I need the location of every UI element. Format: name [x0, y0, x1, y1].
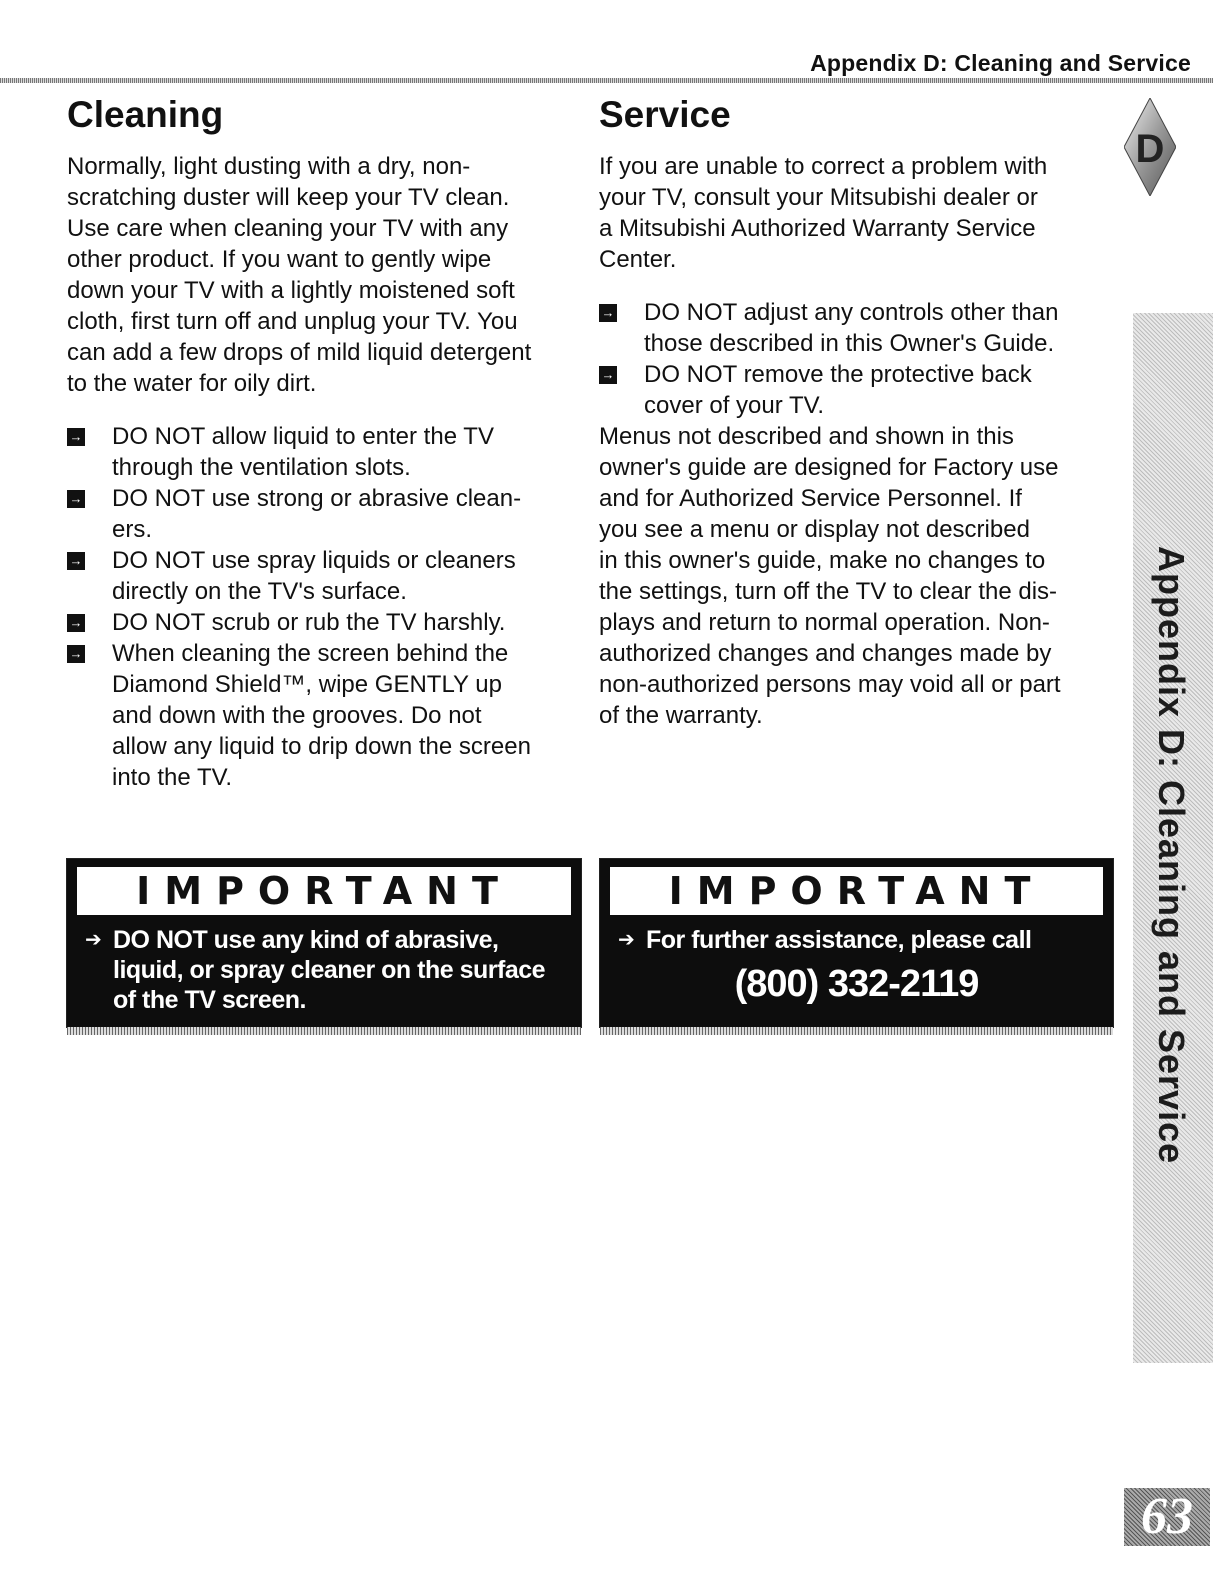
important-body	[600, 915, 1113, 955]
list-item	[67, 483, 567, 545]
bullet-text: DO NOT adjust any controls other than those described in this Owner's Guide.	[644, 299, 1059, 357]
list-item	[67, 638, 567, 793]
important-box-cleaning	[66, 858, 582, 1028]
important-box-service	[599, 858, 1114, 1028]
important-text: For further assistance, please call	[646, 926, 1032, 954]
side-tab-label: Appendix D: Cleaning and Service	[1151, 546, 1192, 1165]
bullet-text: DO NOT remove the protective back cover of your TV.	[644, 361, 1032, 419]
page-number: 63	[1124, 1488, 1210, 1546]
bullet-text: DO NOT allow liquid to enter the TV through the ventilation slots.	[112, 423, 494, 481]
header-rule	[0, 78, 1213, 83]
cleaning-heading: Cleaning	[67, 94, 224, 135]
list-item	[67, 421, 567, 483]
service-section	[599, 93, 1099, 731]
list-item	[599, 359, 1099, 421]
list-item	[67, 607, 567, 638]
arrow-right-icon: ➔	[618, 929, 635, 951]
list-item	[67, 545, 567, 607]
chapter-letter: D	[1135, 127, 1165, 171]
important-heading: IMPORTANT	[77, 867, 571, 915]
service-heading: Service	[599, 94, 731, 135]
important-heading: IMPORTANT	[610, 867, 1103, 915]
arrow-box-icon: →	[599, 366, 617, 384]
cleaning-section	[67, 93, 567, 793]
important-line	[83, 925, 567, 1015]
arrow-box-icon: →	[67, 552, 85, 570]
cleaning-bullet-list	[67, 421, 567, 793]
bullet-text: DO NOT scrub or rub the TV harshly.	[112, 609, 506, 636]
service-paragraph-1: If you are unable to correct a problem with your TV, consult your Mitsubishi dealer or a Mitsubishi Authorized Warranty Service Center.	[599, 153, 1048, 273]
service-bullet-list	[599, 297, 1099, 421]
running-header: Appendix D: Cleaning and Service	[810, 50, 1191, 76]
chapter-d-badge-icon	[1124, 98, 1176, 196]
bullet-text: When cleaning the screen behind the Diamond Shield™, wipe GENTLY up and down with the grooves. Do not allow any liquid to drip down the screen into the TV.	[112, 640, 531, 791]
service-phone-number: (800) 332-2119	[734, 963, 979, 1005]
service-paragraph-2: Menus not described and shown in this owner's guide are designed for Factory use and for Authorized Service Personnel. If you see a menu or display not described in this owner's guide, make no changes to the settings, turn off the TV to clear the dis- plays and return to normal operation. Non- authorized changes and changes made by non-authorized persons may void all or part of the warranty.	[599, 423, 1061, 729]
arrow-box-icon: →	[67, 614, 85, 632]
arrow-right-icon: ➔	[85, 929, 102, 951]
important-line	[616, 925, 1099, 955]
cleaning-paragraph: Normally, light dusting with a dry, non- scratching duster will keep your TV clean. Use care when cleaning your TV with any other product. If you want to gently wipe down your TV with a lightly moistened soft cloth, first turn off and unplug your TV. You can add a few drops of mild liquid detergent to the water for oily dirt.	[67, 153, 532, 397]
arrow-box-icon: →	[67, 490, 85, 508]
arrow-box-icon: →	[599, 304, 617, 322]
list-item	[599, 297, 1099, 359]
bullet-text: DO NOT use strong or abrasive clean- ers.	[112, 485, 522, 543]
bullet-text: DO NOT use spray liquids or cleaners directly on the TV's surface.	[112, 547, 516, 605]
important-body	[67, 915, 581, 1015]
arrow-box-icon: →	[67, 645, 85, 663]
arrow-box-icon: →	[67, 428, 85, 446]
important-text: DO NOT use any kind of abrasive, liquid, or spray cleaner on the surface of the TV screen.	[113, 926, 546, 1014]
